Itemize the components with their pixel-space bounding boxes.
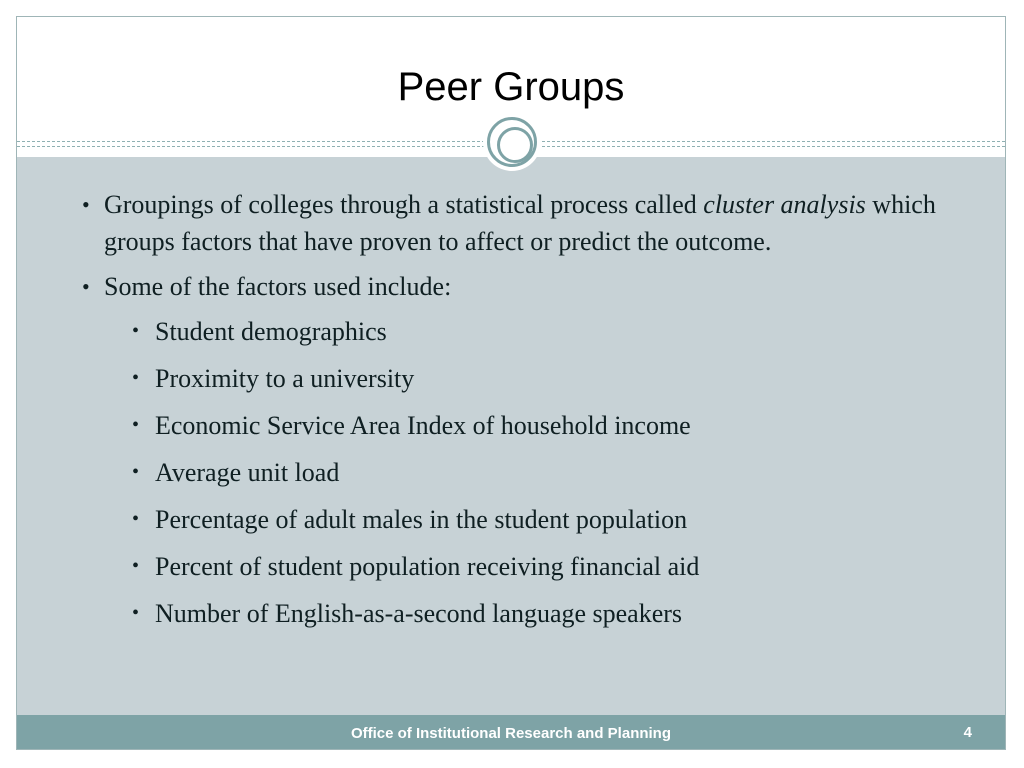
bullet-icon: • <box>132 367 140 389</box>
sub-bullet-item <box>129 454 938 491</box>
sub-bullet-text: Percentage of adult males in the student population <box>155 505 688 534</box>
bullet-item-groupings <box>78 186 938 260</box>
slide-title: Peer Groups <box>397 65 625 109</box>
bullet-text-part1: Groupings of colleges through a statistical process called <box>104 190 704 219</box>
sub-bullet-item <box>129 407 938 444</box>
bullet-icon: • <box>132 602 140 624</box>
footer-text: Office of Institutional Research and Planning <box>350 725 672 742</box>
bullet-text-italic: cluster analysis <box>703 190 866 219</box>
bullet-list-body <box>78 186 938 642</box>
sub-bullet-text: Number of English-as-a-second language speakers <box>155 599 683 628</box>
sub-bullet-list <box>104 313 938 632</box>
bullet-list <box>78 186 938 632</box>
ornament-inner-ring <box>497 127 533 163</box>
bullet-icon: • <box>82 274 90 299</box>
bullet-text-factors: Some of the factors used include: <box>104 272 452 301</box>
sub-bullet-text: Student demographics <box>155 317 387 346</box>
ornament-outer-ring <box>487 117 537 167</box>
sub-bullet-text: Proximity to a university <box>155 364 415 393</box>
footer-bar <box>17 715 1005 749</box>
sub-bullet-text: Average unit load <box>155 458 340 487</box>
bullet-icon: • <box>132 555 140 577</box>
bullet-icon: • <box>132 320 140 342</box>
circle-ornament-icon <box>483 113 541 171</box>
sub-bullet-item <box>129 595 938 632</box>
page-number: 4 <box>963 724 972 741</box>
sub-bullet-item <box>129 360 938 397</box>
sub-bullet-text: Economic Service Area Index of household income <box>155 411 691 440</box>
bullet-icon: • <box>132 461 140 483</box>
bullet-text-part2: which groups factors that have proven to affect or predict the outcome. <box>104 190 936 256</box>
sub-bullet-item <box>129 548 938 585</box>
bullet-icon: • <box>82 192 90 217</box>
bullet-icon: • <box>132 414 140 436</box>
bullet-icon: • <box>132 508 140 530</box>
sub-bullet-item <box>129 313 938 350</box>
bullet-item-factors <box>78 268 938 632</box>
sub-bullet-text: Percent of student population receiving financial aid <box>155 552 700 581</box>
sub-bullet-item <box>129 501 938 538</box>
